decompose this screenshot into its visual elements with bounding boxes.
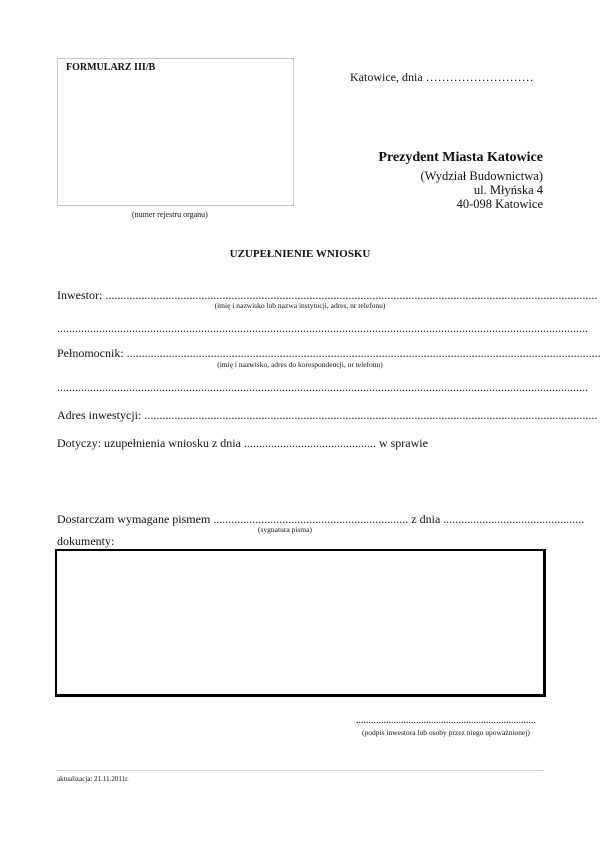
- signature-caption: (podpis inwestora lub osoby przez niego upoważnionej): [362, 728, 530, 737]
- register-stamp-box: [57, 58, 294, 206]
- form-id: FORMULARZ III/B: [66, 62, 156, 73]
- register-caption: (numer rejestru organu): [132, 210, 208, 219]
- delivered-documents-field[interactable]: Dostarczam wymagane pismem ................................................................. z dnia ...............................................: [57, 512, 585, 526]
- investment-address-field[interactable]: Adres inwestycji: .......................................................................................................................................................: [57, 408, 598, 422]
- document-heading: UZUPEŁNIENIE WNIOSKU: [229, 248, 371, 260]
- proxy-field[interactable]: Pełnomocnik: ..............................................................................................................................................................: [57, 346, 601, 360]
- investor-field[interactable]: Inwestor: ....................................................................................................................................................................: [57, 288, 598, 302]
- place-date-field[interactable]: Katowice, dnia ………………………: [350, 70, 534, 84]
- recipient-street: ul. Młyńska 4: [473, 183, 543, 197]
- investor-field-continued[interactable]: .................................................................................................................................................................................: [57, 321, 588, 335]
- documents-label: dokumenty:: [57, 534, 115, 548]
- recipient-postal-city: 40-098 Katowice: [456, 197, 543, 211]
- proxy-field-continued[interactable]: .................................................................................................................................................................................: [57, 380, 588, 394]
- recipient-title: Prezydent Miasta Katowice: [378, 150, 543, 165]
- proxy-hint: (imię i nazwisko, adres do korespondencji, nr telefonu): [217, 360, 383, 369]
- investor-hint: (imię i nazwisko lub nazwa instytucji, adres, nr telefonu): [214, 301, 386, 310]
- signature-line[interactable]: ........................................................................: [356, 715, 536, 726]
- documents-list-box[interactable]: [55, 549, 546, 697]
- update-date: aktualizacja: 21.11.2011r.: [57, 775, 129, 783]
- letter-signature-hint: (sygnatura pisma): [258, 525, 312, 534]
- recipient-department: (Wydział Budownictwa): [420, 169, 543, 183]
- concerns-field[interactable]: Dotyczy: uzupełnienia wniosku z dnia ............................................ w sprawie: [57, 436, 428, 450]
- footer-divider: [57, 770, 543, 771]
